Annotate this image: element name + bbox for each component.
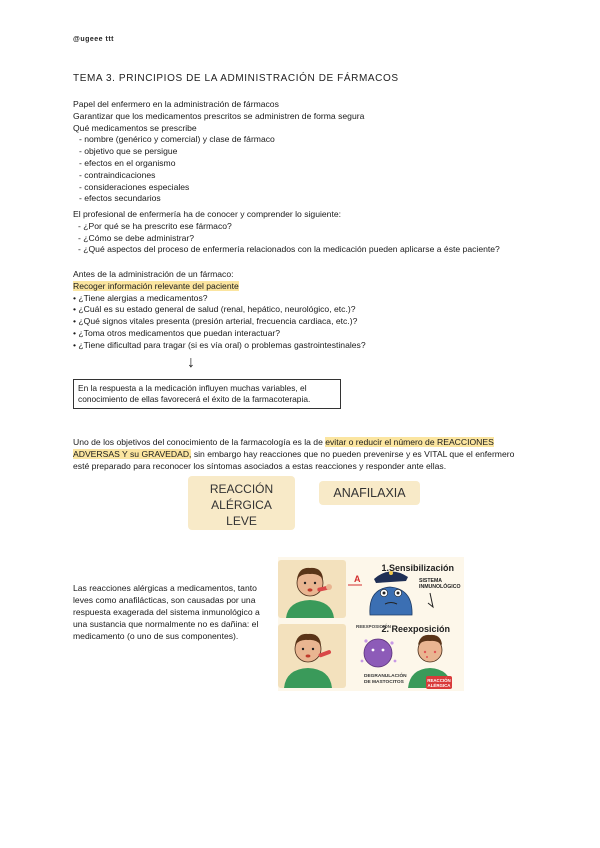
allergy-illustration	[278, 557, 464, 691]
illustration-svg	[278, 557, 464, 691]
sistema-label-2: INMUNOLÓGICO	[419, 584, 461, 590]
reexposicion-small: REEXPOSICIÓN	[356, 624, 391, 629]
step1-label: 1.Sensibilización	[381, 563, 454, 573]
degran-label-2: DE MASTOCITOS	[364, 680, 404, 685]
list-item: - efectos secundarios	[79, 193, 161, 204]
reaccion-label-2: ALÉRGICA	[427, 683, 451, 688]
card1-line1: REACCIÓN	[209, 482, 274, 496]
list-item: - ¿Cómo se debe administrar?	[78, 232, 195, 243]
antes-section	[73, 269, 366, 352]
list-item: - nombre (genérico y comercial) y clase de fármaco	[79, 134, 275, 145]
profesional-heading: El profesional de enfermería ha de conocer y comprender lo siguiente:	[73, 209, 341, 219]
down-arrow-icon: ↓	[187, 354, 195, 371]
degran-label-1: DEGRANULACIÓN	[364, 674, 407, 679]
list-item: • ¿Cuál es su estado general de salud (renal, hepático, neurológico, etc.)?	[73, 304, 356, 315]
card1-line3: LEVE	[226, 514, 257, 528]
antes-heading: Antes de la administración de un fármaco:	[73, 269, 234, 279]
alergicas-paragraph: Las reacciones alérgicas a medicamentos, tanto leves como anafilácticas, son causadas por una respuesta exagerada del sistema inmunológico a una sustancia que normalmente no es dañina: el medicamento (o uno de sus componentes).	[73, 583, 260, 642]
list-item: - consideraciones especiales	[79, 181, 190, 192]
card-anafilaxia: ANAFILAXIA	[319, 481, 420, 505]
objetivos-paragraph	[73, 436, 528, 473]
objetivos-part1: Uno de los objetivos del conocimiento de la farmacología es la de	[73, 437, 326, 447]
card1-line2: ALÉRGICA	[211, 498, 272, 512]
reaccion-label-1: REACCIÓN	[427, 678, 451, 683]
papel-section	[73, 99, 364, 205]
watermark: @ugeee ttt	[73, 36, 114, 43]
list-item: - objetivo que se persigue	[79, 146, 178, 157]
letter-a: A	[354, 574, 361, 584]
papel-line2: Garantizar que los medicamentos prescritos se administren de forma segura	[73, 110, 365, 121]
card-reaccion-leve	[188, 476, 295, 530]
sistema-label-1: SISTEMA	[419, 578, 443, 584]
profesional-section	[73, 209, 500, 256]
box-line1: En la respuesta a la medicación influyen muchas variables, el	[78, 383, 307, 393]
antes-highlight: Recoger información relevante del paciente	[73, 280, 239, 291]
variables-box	[73, 379, 341, 409]
step2-label: 2. Reexposición	[381, 624, 450, 634]
list-item: • ¿Qué signos vitales presenta (presión arterial, frecuencia cardiaca, etc.)?	[73, 316, 358, 327]
list-item: - ¿Qué aspectos del proceso de enfermería relacionados con la medicación pueden aplicarse a éste paciente?	[78, 244, 500, 255]
objetivos-highlight: evitar o reducir el número de REACCIONES ADVERSAS Y su GRAVEDAD,	[73, 437, 494, 460]
list-item: - contraindicaciones	[79, 169, 156, 180]
list-item: - ¿Por qué se ha prescrito ese fármaco?	[78, 220, 232, 231]
objetivos-part2: sin embargo hay reacciones que no pueden prevenirse y es VITAL que el enfermero esté preparado para reconocer los síntomas asociados a estas reacciones y responder ante ellas.	[73, 449, 515, 472]
box-line2: conocimiento de ellas favorecerá el éxito de la farmacoterapia.	[78, 394, 311, 405]
list-item: • ¿Tiene alergias a medicamentos?	[73, 292, 208, 303]
list-item: • ¿Toma otros medicamentos que puedan interactuar?	[73, 327, 280, 338]
papel-line3: Qué medicamentos se prescribe	[73, 122, 197, 133]
immune-guard-figure	[370, 571, 412, 615]
list-item: - efectos en el organismo	[79, 157, 176, 168]
list-item: • ¿Tiene dificultad para tragar (si es vía oral) o problemas gastrointestinales?	[73, 339, 366, 350]
page-title: TEMA 3. PRINCIPIOS DE LA ADMINISTRACIÓN DE FÁRMACOS	[73, 73, 399, 84]
papel-heading: Papel del enfermero en la administración de fármacos	[73, 99, 279, 109]
